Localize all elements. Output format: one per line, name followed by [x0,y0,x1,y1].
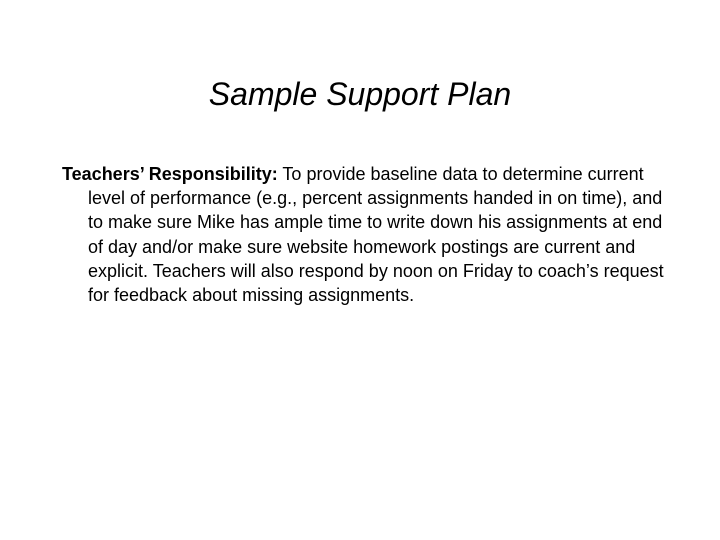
responsibility-paragraph [62,162,678,307]
slide-title: Sample Support Plan [208,76,512,112]
responsibility-lead-term: Teachers’ Responsibility: [62,164,278,184]
responsibility-text: To provide baseline data to determine current level of performance (e.g., percent assignments handed in on time), and to make sure Mike has ample time to write down his assignments at end of day and/or make sure website homework postings are current and explicit. Teachers will also respond by noon on Friday to coach’s request for feedback about missing assignments. [88,164,664,306]
